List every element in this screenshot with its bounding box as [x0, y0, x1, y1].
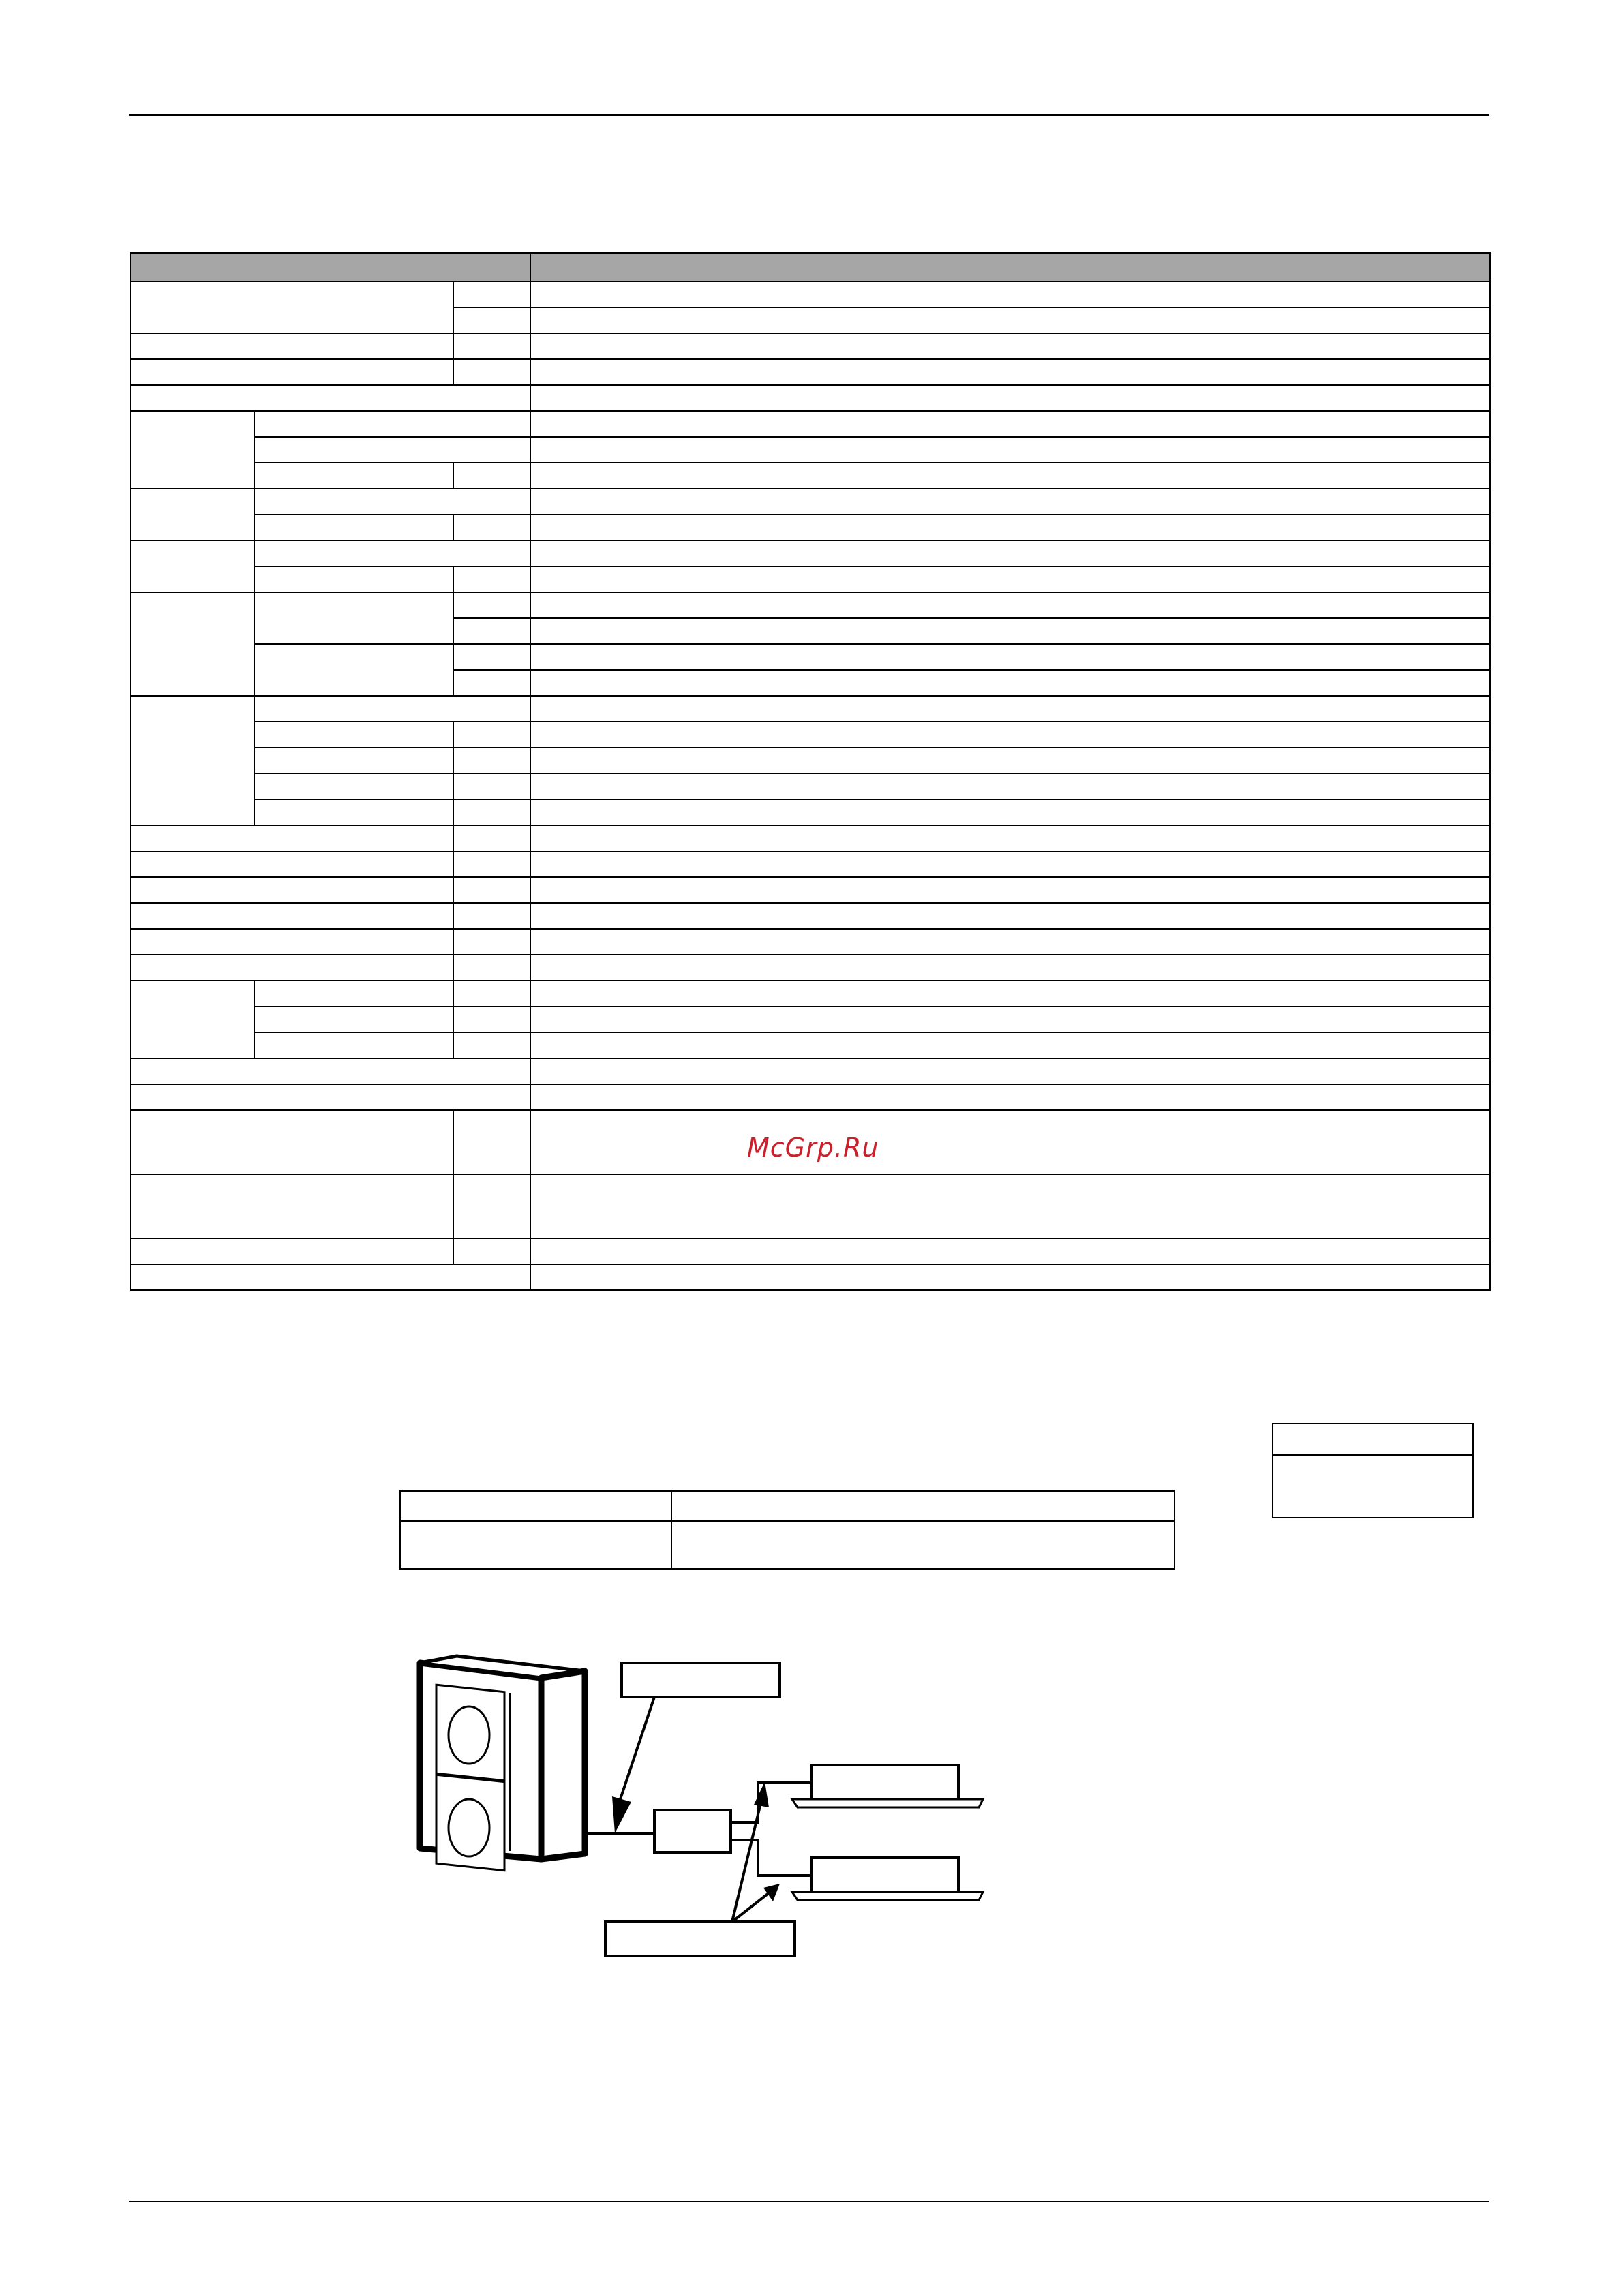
table-row: [130, 748, 1490, 774]
table-row: [130, 515, 1490, 540]
table-cell: [254, 1007, 453, 1032]
table-cell: [671, 1491, 1174, 1521]
table-row: [130, 929, 1490, 955]
watermark-text: McGrp.Ru: [747, 1133, 879, 1163]
lower-pointer-arrows: [732, 1781, 780, 1922]
table-cell: [453, 515, 530, 540]
table-cell: [130, 1058, 530, 1084]
table-cell: [254, 981, 453, 1007]
table-cell: [530, 1264, 1490, 1290]
table-cell: [130, 489, 254, 540]
table-cell: [254, 489, 530, 515]
table-cell: [130, 981, 254, 1058]
table-cell: [453, 799, 530, 825]
table-cell: [130, 696, 254, 825]
table-cell: [130, 281, 453, 333]
table-cell: [530, 722, 1490, 748]
table-row: [130, 696, 1490, 722]
table-cell: [130, 1238, 453, 1264]
table-row: [130, 385, 1490, 411]
table-cell: [254, 437, 530, 463]
table-cell: [130, 385, 530, 411]
table-row: [130, 722, 1490, 748]
table-cell: [254, 696, 530, 722]
table-cell: [530, 540, 1490, 566]
table-cell: [254, 799, 453, 825]
upper-label-box: [622, 1663, 780, 1697]
table-cell: [130, 903, 453, 929]
table-row: [130, 1007, 1490, 1032]
table-cell: [130, 411, 254, 489]
table-cell: [530, 1032, 1490, 1058]
table-cell: [530, 1238, 1490, 1264]
table-row: [130, 825, 1490, 851]
table-row: [130, 1174, 1490, 1238]
table-cell: [530, 463, 1490, 489]
header-cell-value: [530, 253, 1490, 281]
piping-diagram: [409, 1642, 995, 1970]
upper-pointer-arrow: [612, 1697, 654, 1833]
table-cell: [453, 903, 530, 929]
branch-pipes: [731, 1783, 811, 1876]
indoor-unit-icon: [792, 1765, 983, 1807]
note-box-divider: [1273, 1454, 1472, 1456]
table-cell: [453, 566, 530, 592]
table-cell: [530, 385, 1490, 411]
table-cell: [671, 1521, 1174, 1569]
table-cell: [400, 1491, 671, 1521]
table-row: [130, 1264, 1490, 1290]
table-cell: [130, 825, 453, 851]
table-cell: [254, 592, 453, 644]
table-cell: [254, 540, 530, 566]
table-cell: [254, 644, 453, 696]
table-cell: [453, 333, 530, 359]
table-cell: [130, 592, 254, 696]
table-cell: [453, 722, 530, 748]
table-cell: [453, 644, 530, 670]
table-row: [130, 903, 1490, 929]
table-cell: [530, 877, 1490, 903]
table-cell: [530, 411, 1490, 437]
table-cell: [453, 981, 530, 1007]
table-cell: [530, 825, 1490, 851]
table-cell: [530, 281, 1490, 307]
table-cell: [530, 489, 1490, 515]
pipe-table: [399, 1490, 1175, 1570]
table-cell: [453, 463, 530, 489]
table-cell: [453, 592, 530, 618]
table-cell: [254, 515, 453, 540]
table-cell: [530, 774, 1490, 799]
table-row: [130, 877, 1490, 903]
table-cell: [130, 1264, 530, 1290]
lower-label-box: [605, 1922, 795, 1956]
table-row: [130, 1032, 1490, 1058]
table-cell: [254, 722, 453, 748]
table-cell: [130, 1174, 453, 1238]
table-cell: [530, 929, 1490, 955]
header-cell-item: [130, 253, 530, 281]
table-cell: [530, 437, 1490, 463]
table-cell: [453, 1110, 530, 1174]
table-row: [130, 411, 1490, 437]
table-row: [130, 799, 1490, 825]
table-cell: [130, 540, 254, 592]
table-cell: [530, 359, 1490, 385]
table-cell: [453, 1174, 530, 1238]
table-row: [130, 566, 1490, 592]
table-cell: [530, 1007, 1490, 1032]
table-row: [400, 1521, 1174, 1569]
table-cell: [530, 307, 1490, 333]
table-cell: [254, 411, 530, 437]
table-cell: [254, 463, 453, 489]
table-row: [130, 359, 1490, 385]
table-cell: [530, 1174, 1490, 1238]
table-cell: [453, 825, 530, 851]
table-cell: [453, 851, 530, 877]
table-cell: [530, 1084, 1490, 1110]
table-row: [130, 1058, 1490, 1084]
table-cell: [130, 359, 453, 385]
table-row: [130, 540, 1490, 566]
table-cell: [530, 903, 1490, 929]
table-cell: [530, 618, 1490, 644]
table-cell: [453, 670, 530, 696]
table-cell: [530, 748, 1490, 774]
table-row: [130, 281, 1490, 307]
table-row: [130, 437, 1490, 463]
indoor-unit-icon: [792, 1858, 983, 1900]
table-row: [400, 1491, 1174, 1521]
table-cell: [530, 670, 1490, 696]
table-cell: [453, 307, 530, 333]
outdoor-unit-icon: [420, 1656, 585, 1871]
table-cell: [453, 1007, 530, 1032]
table-cell: [453, 955, 530, 981]
table-cell: [453, 877, 530, 903]
table-cell: [453, 748, 530, 774]
bottom-rule: [129, 2201, 1489, 2202]
table-cell: [453, 929, 530, 955]
table-row: [130, 592, 1490, 618]
table-cell: [530, 592, 1490, 618]
table-cell: [453, 359, 530, 385]
table-cell: [453, 774, 530, 799]
table-row: [130, 644, 1490, 670]
table-cell: [530, 515, 1490, 540]
table-cell: [530, 644, 1490, 670]
table-row: [130, 489, 1490, 515]
table-cell: [130, 851, 453, 877]
table-cell: [530, 851, 1490, 877]
table-row: [130, 955, 1490, 981]
table-cell: [530, 566, 1490, 592]
table-cell: [130, 929, 453, 955]
table-row: [130, 463, 1490, 489]
table-cell: [530, 799, 1490, 825]
note-box: [1272, 1423, 1474, 1518]
table-cell: [130, 955, 453, 981]
table-row: [130, 333, 1490, 359]
table-cell: [453, 1238, 530, 1264]
table-cell: [130, 1084, 530, 1110]
table-cell: [453, 1032, 530, 1058]
table-cell: [130, 333, 453, 359]
table-cell: [400, 1521, 671, 1569]
table-cell: [254, 566, 453, 592]
table-header-row: [130, 253, 1490, 281]
table-row: [130, 1238, 1490, 1264]
table-cell: [530, 955, 1490, 981]
table-cell: [130, 1110, 453, 1174]
table-cell: [530, 333, 1490, 359]
table-cell: [453, 281, 530, 307]
table-row: [130, 1084, 1490, 1110]
table-cell: [254, 774, 453, 799]
table-row: [130, 851, 1490, 877]
branch-kit-icon: [654, 1810, 731, 1852]
table-cell: [530, 1110, 1490, 1174]
table-cell: [453, 618, 530, 644]
table-cell: [254, 1032, 453, 1058]
table-cell: [254, 748, 453, 774]
table-cell: [530, 1058, 1490, 1084]
table-cell: [530, 696, 1490, 722]
top-rule: [129, 114, 1489, 116]
table-cell: [130, 877, 453, 903]
table-row: [130, 774, 1490, 799]
table-row: [130, 981, 1490, 1007]
table-cell: [530, 981, 1490, 1007]
